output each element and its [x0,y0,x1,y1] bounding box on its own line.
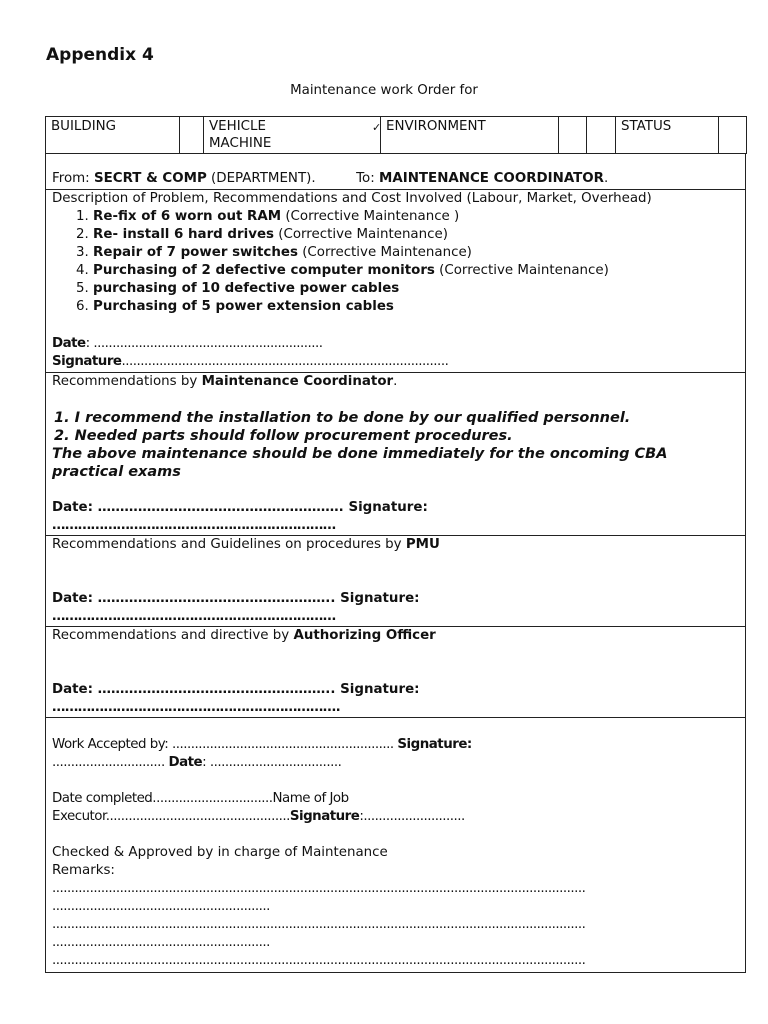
category-header-table [45,116,747,154]
pmu-heading: Recommendations and Guidelines on procedures by PMU [52,537,440,552]
coordinator-recommendations-section [45,373,746,536]
coordinator-note-line-2: practical exams [52,464,181,480]
checkmark-icon: ✓ [372,121,382,134]
problem-item: 6. Purchasing of 5 power extension cables [76,299,394,314]
coordinator-note-line-1: The above maintenance should be done immediately for the oncoming CBA [52,446,668,462]
header-vehicle: VEHICLE [209,119,266,134]
coordinator-recommendation-1: 1. I recommend the installation to be done by our qualified personnel. [54,410,631,426]
pmu-date-signature-line[interactable]: Date: …………………………………………….. Signature: [52,591,420,606]
header-status: STATUS [616,117,719,154]
from-to-section [45,153,746,190]
work-acceptance-section [45,718,746,973]
pmu-signature-dots[interactable]: ………………………………………………………… [52,609,336,624]
authorizing-heading: Recommendations and directive by Authorizing Officer [52,628,436,643]
header-machine: MACHINE [209,136,272,151]
header-vehicle-machine [204,117,381,154]
date-completed-line[interactable]: Date completed................................Name of Job [52,791,349,806]
header-environment: ✓ ENVIRONMENT [381,117,559,154]
from-to-line: From: SECRT & COMP (DEPARTMENT). To: MAINTENANCE COORDINATOR. [52,171,609,186]
description-signature-line[interactable]: Signature....................................................................................... [52,354,449,369]
problem-list [52,208,741,316]
pmu-guidelines-section [45,536,746,627]
header-blank-2[interactable] [559,117,587,154]
document-title: Maintenance work Order for [290,83,478,98]
remarks-label: Remarks: [52,863,115,878]
remarks-line-2[interactable]: .......................................................... [52,899,270,914]
header-blank-3[interactable] [587,117,616,154]
header-building: BUILDING [46,117,180,154]
coordinator-date-signature-line[interactable]: Date: ………………………………………………. Signature: [52,500,428,515]
problem-item: 4. Purchasing of 2 defective computer monitors (Corrective Maintenance) [76,263,609,278]
remarks-line-1[interactable]: .............................................................................................................................................. [52,881,586,896]
remarks-line-4[interactable]: .......................................................... [52,935,270,950]
header-blank-4[interactable] [719,117,747,154]
to-recipient: MAINTENANCE COORDINATOR [379,171,604,186]
authorizing-officer-section [45,627,746,718]
checked-approved-line: Checked & Approved by in charge of Maintenance [52,845,388,860]
description-date-line[interactable]: Date: ............................................................. [52,336,323,351]
authorizing-date-signature-line[interactable]: Date: …………………………………………….. Signature: [52,682,420,697]
authorizing-signature-dots[interactable]: …………………………………………………………. [52,700,341,715]
problem-item: 5. purchasing of 10 defective power cables [76,281,400,296]
remarks-line-5[interactable]: .............................................................................................................................................. [52,953,586,968]
coordinator-recommendation-2: 2. Needed parts should follow procurement procedures. [54,428,513,444]
work-accepted-line[interactable]: Work Accepted by: ........................................................... Signature: [52,737,472,752]
problem-item: 2. Re- install 6 hard drives (Corrective Maintenance) [76,227,448,242]
description-heading: Description of Problem, Recommendations and Cost Involved (Labour, Market, Overhead) [52,191,652,206]
remarks-line-3[interactable]: .............................................................................................................................................. [52,917,586,932]
problem-item: 3. Repair of 7 power switches (Corrective Maintenance) [76,245,472,260]
header-blank-1[interactable] [180,117,204,154]
coordinator-signature-dots[interactable]: ………………………………………………………… [52,518,336,533]
work-accepted-date-line[interactable]: .............................. Date: ................................... [52,755,342,770]
problem-item: 1. Re-fix of 6 worn out RAM (Corrective Maintenance ) [76,209,460,224]
executor-line[interactable]: Executor.................................................Signature:........................... [52,809,465,824]
coordinator-heading: Recommendations by Maintenance Coordinator. [52,374,398,389]
problem-description-section [45,190,746,373]
from-department: SECRT & COMP [93,171,207,186]
appendix-title: Appendix 4 [46,45,154,65]
